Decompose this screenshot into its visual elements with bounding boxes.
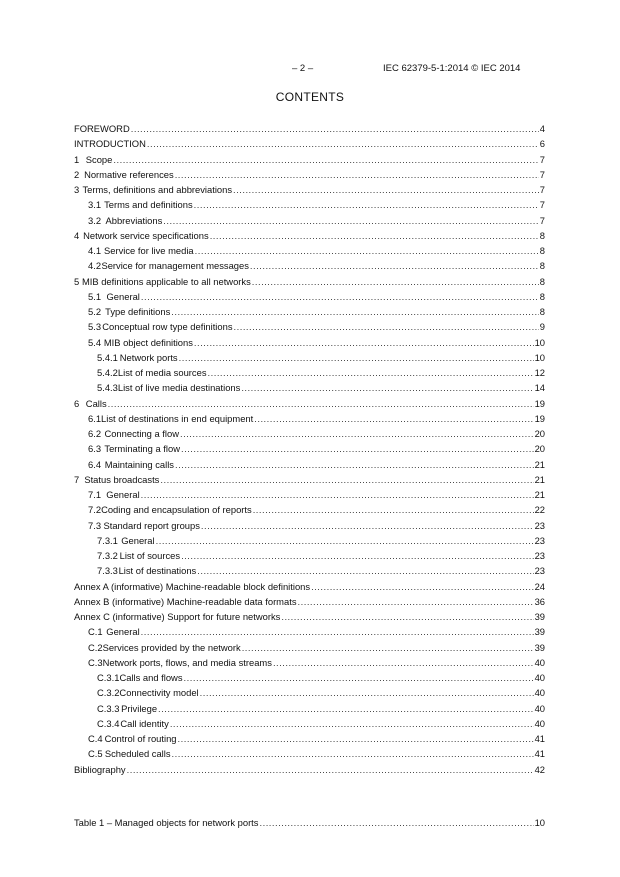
dot-leader (281, 611, 533, 622)
toc-entry-page: 40 (534, 672, 545, 683)
toc-entry-page: 21 (534, 489, 545, 500)
toc-entry-title: Coding and encapsulation of reports (101, 504, 252, 516)
toc-entry-page: 10 (534, 336, 545, 348)
toc-entry-number: 2 (74, 168, 80, 180)
dot-leader (273, 657, 534, 668)
toc-entry-page: 8 (539, 306, 545, 317)
toc-entry-number: 3 (74, 184, 80, 195)
toc-entry-title: Annex B (informative) Machine-readable data formats (74, 595, 297, 607)
toc-entry-title: Maintaining calls (104, 458, 174, 470)
dot-leader (147, 138, 539, 149)
toc-entry-number: 6.4 (88, 458, 102, 470)
toc-entry-title: Calls (85, 397, 107, 409)
toc-entry[interactable] (74, 581, 545, 594)
toc-entry[interactable] (97, 382, 545, 395)
toc-entry[interactable] (97, 672, 545, 685)
toc-entry[interactable] (97, 550, 545, 563)
table-list-page: 10 (534, 817, 545, 828)
toc-entry[interactable] (88, 520, 545, 533)
dot-leader (259, 817, 533, 828)
toc-entry-title: Conceptual row type definitions (102, 321, 233, 333)
toc-entry-page: 7 (539, 153, 545, 165)
toc-entry[interactable] (74, 230, 545, 243)
toc-entry[interactable] (88, 748, 545, 761)
toc-entry-title: List of destinations in end equipment (101, 412, 254, 424)
dot-leader (178, 733, 534, 744)
toc-entry[interactable] (97, 352, 545, 365)
toc-entry[interactable] (88, 428, 545, 441)
toc-entry-page: 7 (539, 168, 545, 180)
toc-entry-title: Network ports (119, 351, 178, 363)
toc-entry-page: 7 (539, 199, 545, 211)
toc-entry-number: 4.2 (88, 260, 102, 272)
toc-entry-title: Type definitions (105, 306, 171, 317)
toc-entry-title: Connectivity model (119, 687, 199, 699)
dot-leader (156, 535, 534, 546)
toc-entry-number: C.5 (88, 748, 103, 760)
dot-leader (311, 581, 534, 592)
toc-entry[interactable] (74, 398, 545, 411)
toc-entry-page: 40 (534, 717, 545, 729)
toc-entry-title: Call identity (120, 717, 169, 729)
toc-entry[interactable] (88, 245, 545, 258)
toc-entry-page: 42 (534, 763, 545, 775)
toc-entry-number: 7 (74, 473, 80, 485)
toc-entry[interactable] (88, 733, 545, 746)
toc-entry-title: List of sources (119, 550, 181, 561)
toc-entry-number: C.3.2 (97, 687, 120, 699)
dot-leader (194, 199, 539, 210)
toc-entry[interactable] (97, 703, 545, 716)
toc-entry-title: MIB definitions applicable to all networks (81, 275, 251, 287)
page-title: CONTENTS (275, 90, 345, 104)
toc-entry-title: General (106, 489, 140, 500)
toc-entry[interactable] (88, 443, 545, 456)
page-number: – 2 – (292, 63, 314, 74)
toc-entry-page: 12 (534, 367, 545, 378)
toc-entry[interactable] (88, 413, 545, 426)
toc-entry-title: INTRODUCTION (74, 138, 146, 150)
toc-entry-page: 19 (534, 412, 545, 424)
toc-entry-title: MIB object definitions (103, 336, 193, 348)
dot-leader (234, 321, 539, 332)
toc-entry-page: 4 (539, 123, 545, 134)
dot-leader (113, 154, 538, 165)
toc-entry[interactable] (74, 596, 545, 609)
dot-leader (127, 764, 534, 775)
toc-entry-number: 5.4.2 (97, 367, 118, 378)
toc-entry-number: 7.3.2 (97, 550, 118, 561)
toc-entry-number: 7.3.3 (97, 565, 118, 577)
dot-leader (108, 398, 534, 409)
toc-entry-title: Privilege (121, 702, 158, 714)
toc-entry-title: Normative references (84, 168, 174, 180)
toc-entry-title: Abbreviations (105, 214, 163, 226)
toc-entry[interactable] (97, 367, 545, 380)
toc-entry-number: 5 (74, 275, 80, 287)
toc-entry-number: 7.3.1 (97, 534, 118, 546)
toc-entry[interactable] (88, 504, 545, 517)
toc-entry-page: 39 (534, 626, 545, 638)
toc-entry-number: 3.1 (88, 199, 102, 211)
toc-entry-page: 40 (534, 702, 545, 714)
toc-entry[interactable] (74, 138, 545, 151)
toc-entry-page: 7 (539, 184, 545, 195)
dot-leader (194, 337, 534, 348)
dot-leader (175, 459, 534, 470)
toc-entry-title: Annex A (informative) Machine-readable block definitions (74, 580, 311, 592)
toc-entry[interactable] (88, 459, 545, 472)
toc-entry-title: List of live media destinations (117, 382, 241, 394)
toc-entry-title: Service for management messages (101, 260, 249, 272)
toc-entry[interactable] (88, 215, 545, 228)
toc-entry[interactable] (74, 764, 545, 777)
toc-entry-page: 39 (534, 641, 545, 653)
toc-entry-number: 5.4 (88, 336, 102, 348)
dot-leader (195, 245, 539, 256)
toc-entry-title: Control of routing (104, 733, 177, 744)
toc-entry-number: 6.3 (88, 443, 102, 455)
toc-entry[interactable] (88, 642, 545, 655)
dot-leader (254, 413, 533, 424)
toc-entry-number: 3.2 (88, 214, 102, 226)
dot-leader (131, 123, 539, 134)
toc-entry-page: 40 (534, 687, 545, 699)
toc-entry-title: Scope (85, 153, 113, 165)
toc-entry-number: C.3 (88, 656, 103, 668)
toc-entry-title: FOREWORD (74, 123, 130, 134)
toc-entry-page: 6 (539, 138, 545, 150)
toc-entry-title: List of media sources (117, 367, 207, 378)
dot-leader (175, 169, 539, 180)
dot-leader (208, 367, 534, 378)
dot-leader (210, 230, 539, 241)
toc-entry-title: Terms and definitions (104, 199, 193, 211)
toc-entry-number: 5.2 (88, 306, 102, 317)
toc-entry-page: 14 (534, 382, 545, 394)
dot-leader (170, 718, 534, 729)
dot-leader (141, 626, 534, 637)
toc-entry[interactable] (88, 626, 545, 639)
toc-entry-page: 23 (534, 550, 545, 561)
toc-entry-page: 8 (539, 290, 545, 302)
toc-entry[interactable] (74, 474, 545, 487)
dot-leader (201, 520, 534, 531)
toc-entry-number: 6 (74, 397, 80, 409)
dot-leader (233, 184, 539, 195)
toc-entry-page: 23 (534, 565, 545, 577)
dot-leader (252, 276, 539, 287)
toc-entry-number: 4.1 (88, 245, 102, 256)
toc-entry[interactable] (88, 306, 545, 319)
dot-leader (298, 596, 534, 607)
dot-leader (163, 215, 538, 226)
toc-entry-page: 22 (534, 504, 545, 516)
toc-entry-page: 8 (539, 260, 545, 272)
standard-reference: IEC 62379-5-1:2014 © IEC 2014 (383, 63, 521, 74)
toc-entry-number: 5.3 (88, 321, 102, 333)
toc-entry-title: Terminating a flow (104, 443, 180, 455)
toc-entry-page: 8 (539, 275, 545, 287)
toc-entry-title: Annex C (informative) Support for future networks (74, 611, 281, 622)
dot-leader (250, 260, 539, 271)
toc-entry-page: 20 (534, 443, 545, 455)
toc-entry-title: Service for live media (104, 245, 194, 256)
toc-entry[interactable] (74, 611, 545, 624)
toc-entry[interactable] (74, 154, 545, 167)
dot-leader (141, 291, 539, 302)
dot-leader (158, 703, 534, 714)
dot-leader (171, 306, 539, 317)
toc-entry-title: Connecting a flow (104, 428, 179, 439)
toc-entry-title: Bibliography (74, 763, 126, 775)
toc-entry[interactable] (88, 337, 545, 350)
toc-entry-page: 7 (539, 214, 545, 226)
dot-leader (181, 550, 533, 561)
toc-entry[interactable] (97, 687, 545, 700)
toc-entry-number: 4 (74, 229, 80, 241)
table-list-entry[interactable] (74, 817, 545, 830)
toc-entry-title: Scheduled calls (104, 748, 171, 760)
toc-entry-number: 7.2 (88, 504, 102, 516)
dot-leader (242, 642, 534, 653)
toc-entry[interactable] (88, 489, 545, 502)
toc-entry[interactable] (97, 535, 545, 548)
toc-entry[interactable] (88, 260, 545, 273)
toc-entry-title: Standard report groups (103, 519, 200, 531)
toc-entry-page: 10 (534, 351, 545, 363)
toc-entry-page: 40 (534, 656, 545, 668)
toc-entry-page: 39 (534, 611, 545, 622)
dot-leader (172, 748, 534, 759)
toc-entry-number: 5.4.3 (97, 382, 118, 394)
toc-entry[interactable] (97, 718, 545, 731)
toc-entry[interactable] (74, 184, 545, 197)
dot-leader (180, 428, 534, 439)
toc-entry-page: 19 (534, 397, 545, 409)
toc-entry-page: 41 (534, 748, 545, 760)
toc-entry-title: Network ports, flows, and media streams (102, 656, 272, 668)
toc-entry-page: 41 (534, 733, 545, 744)
toc-entry-title: General (106, 626, 140, 638)
toc-entry-page: 9 (539, 321, 545, 333)
toc-entry-page: 24 (534, 580, 545, 592)
toc-entry-number: C.1 (88, 626, 103, 638)
toc-entry-number: 6.2 (88, 428, 102, 439)
toc-entry-title: Calls and flows (119, 672, 183, 683)
toc-entry-page: 8 (539, 245, 545, 256)
toc-entry-number: 1 (74, 153, 80, 165)
toc-entry-number: 7.1 (88, 489, 102, 500)
toc-entry-page: 21 (534, 458, 545, 470)
toc-entry-page: 36 (534, 595, 545, 607)
toc-entry-number: 5.1 (88, 290, 102, 302)
toc-entry-page: 23 (534, 519, 545, 531)
dot-leader (197, 565, 533, 576)
dot-leader (200, 687, 534, 698)
toc-entry[interactable] (74, 123, 545, 136)
dot-leader (184, 672, 534, 683)
toc-entry-number: C.2 (88, 641, 103, 653)
dot-leader (141, 489, 534, 500)
toc-entry-title: List of destinations (118, 565, 197, 577)
dot-leader (179, 352, 534, 363)
toc-entry-number: 6.1 (88, 412, 102, 424)
toc-entry-number: C.3.3 (97, 702, 120, 714)
toc-entry-title: Status broadcasts (84, 473, 160, 485)
toc-entry-page: 23 (534, 534, 545, 546)
toc-entry-number: C.3.4 (97, 717, 120, 729)
toc-entry-number: 5.4.1 (97, 351, 118, 363)
toc-entry-number: 7.3 (88, 519, 102, 531)
toc-entry[interactable] (74, 169, 545, 182)
toc-entry[interactable] (74, 276, 545, 289)
toc-entry-title: General (121, 534, 155, 546)
dot-leader (253, 504, 534, 515)
toc-entry-page: 20 (534, 428, 545, 439)
dot-leader (160, 474, 533, 485)
toc-entry-title: Terms, definitions and abbreviations (82, 184, 233, 195)
toc-entry-title: Services provided by the network (102, 641, 241, 653)
toc-entry-page: 8 (539, 229, 545, 241)
toc-entry-page: 21 (534, 473, 545, 485)
toc-entry[interactable] (97, 565, 545, 578)
toc-entry[interactable] (88, 657, 545, 670)
table-list-title: Table 1 – Managed objects for network ports (74, 817, 259, 828)
toc-entry[interactable] (88, 321, 545, 334)
toc-entry[interactable] (88, 291, 545, 304)
toc-entry-title: Network service specifications (83, 229, 209, 241)
dot-leader (181, 443, 534, 454)
toc-entry-number: C.4 (88, 733, 103, 744)
toc-entry[interactable] (88, 199, 545, 212)
toc-entry-number: C.3.1 (97, 672, 120, 683)
dot-leader (241, 382, 533, 393)
toc-entry-title: General (106, 290, 140, 302)
